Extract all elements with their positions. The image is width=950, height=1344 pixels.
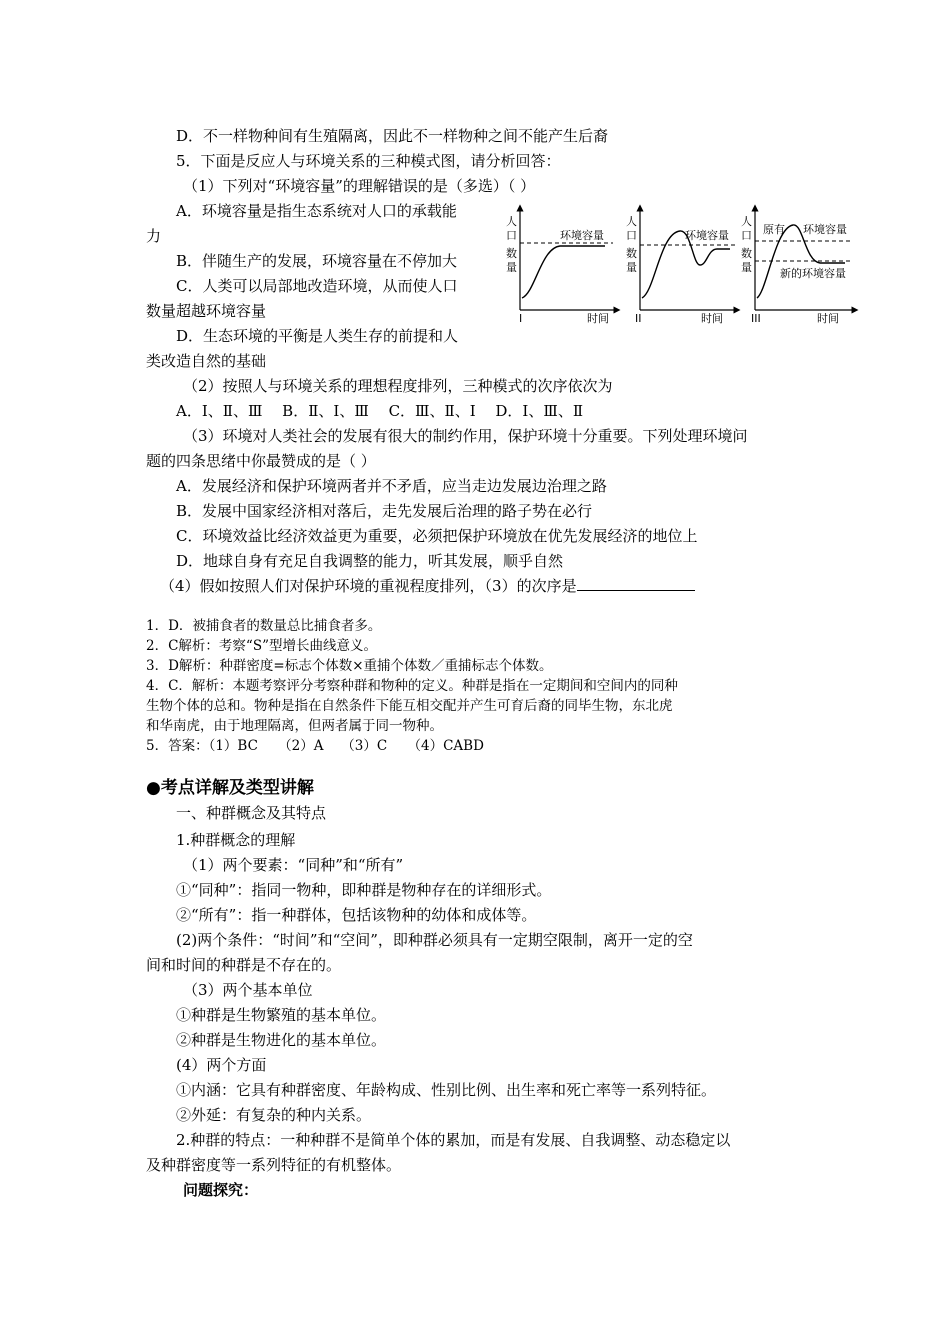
panel-label: II: [635, 312, 642, 325]
answer-4-line3: 和华南虎，由于地理隔离，但两者属于同一物种。: [146, 718, 443, 734]
answer-5: 5．答案：（1）BC （2）A （3）C （4）CABD: [146, 738, 484, 754]
axis-y-char: 口: [741, 229, 752, 242]
axis-x-label: 时间: [817, 312, 839, 325]
answer-2: 2．C解析：考察“S”型增长曲线意义。: [146, 638, 377, 654]
answer-1: 1．D．被捕食者的数量总比捕食者多。: [146, 618, 382, 634]
axis-y-char: 数: [506, 247, 517, 260]
q5-3-stem-line2: 题的四条思绪中你最赞成的是（ ）: [146, 452, 376, 470]
concept-point-3: （3）两个基本单位: [183, 981, 313, 999]
q4-option-d: D．不一样物种间有生殖隔离，因此不一样物种之间不能产生后裔: [176, 127, 609, 145]
answer-3: 3．D解析：种群密度=标志个体数×重捕个体数／重捕标志个体数。: [146, 658, 553, 674]
capacity-label: 环境容量: [803, 223, 847, 236]
graph-panel-2: [626, 208, 737, 325]
q5-1-option-d-line2: 类改造自然的基础: [146, 352, 267, 370]
capacity-label: 环境容量: [685, 229, 729, 242]
q5-2-stem: （2）按照人与环境关系的理想程度排列，三种模式的次序依次为: [183, 377, 613, 395]
panel-label: III: [751, 312, 761, 325]
concept-point-3a: ①种群是生物繁殖的基本单位。: [176, 1006, 387, 1024]
axis-x-label: 时间: [701, 312, 723, 325]
q5-1-option-b: B．伴随生产的发展，环境容量在不停加大: [176, 252, 458, 270]
axis-y-char: 人: [506, 215, 517, 228]
q5-3-stem-line1: （3）环境对人类社会的发展有很大的制约作用，保护环境十分重要。下列处理环境问: [183, 427, 748, 445]
axis-y-char: 人: [741, 215, 752, 228]
q5-3-option-b: B．发展中国家经济相对落后，走先发展后治理的路子势在必行: [176, 502, 593, 520]
axis-y-char: 数: [626, 247, 637, 260]
axis-y-char: 数: [741, 247, 752, 260]
q5-3-option-d: D．地球自身有充足自我调整的能力，听其发展，顺乎自然: [176, 552, 564, 570]
concept-heading: 1.种群概念的理解: [176, 831, 296, 849]
section-heading: ●考点详解及类型讲解: [146, 778, 314, 798]
environment-capacity-figure: [505, 203, 865, 328]
answer-4-line2: 生物个体的总和。物种是指在自然条件下能互相交配并产生可育后裔的同毕生物，东北虎: [146, 698, 673, 714]
axis-y-char: 量: [626, 261, 637, 274]
population-feature-line1: 2.种群的特点：一种种群不是简单个体的累加，而是有发展、自我调整、动态稳定以: [176, 1131, 731, 1149]
concept-point-2-line2: 间和时间的种群是不存在的。: [146, 956, 342, 974]
q5-1-option-c-line2: 数量超越环境容量: [146, 302, 267, 320]
answer-blank: [577, 576, 695, 591]
concept-point-3b: ②种群是生物进化的基本单位。: [176, 1031, 387, 1049]
q5-2-options: A．Ⅰ、Ⅱ、Ⅲ B．Ⅱ、Ⅰ、Ⅲ C．Ⅲ、Ⅱ、Ⅰ D．Ⅰ、Ⅲ、Ⅱ: [176, 402, 584, 420]
q5-4-stem: （4）假如按照人们对保护环境的重视程度排列，（3）的次序是: [160, 576, 695, 596]
answer-4-line1: 4．C．解析：本题考察评分考察种群和物种的定义。种群是指在一定期间和空间内的同种: [146, 678, 678, 694]
axis-y-char: 量: [741, 261, 752, 274]
population-feature-line2: 及种群密度等一系列特征的有机整体。: [146, 1156, 402, 1174]
panel-label: I: [519, 312, 523, 325]
original-label: 原有: [763, 223, 785, 236]
q5-1-option-a-line1: A．环境容量是指生态系统对人口的承载能: [176, 202, 457, 220]
q5-3-option-a: A．发展经济和保护环境两者并不矛盾，应当走边发展边治理之路: [176, 477, 607, 495]
graph-panel-3: [741, 208, 855, 325]
q5-1-option-d-line1: D．生态环境的平衡是人类生存的前提和人: [176, 327, 459, 345]
q5-1-option-c-line1: C．人类可以局部地改造环境，从而使人口: [176, 277, 458, 295]
q5-3-option-c: C．环境效益比经济效益更为重要，必须把保护环境放在优先发展经济的地位上: [176, 527, 698, 545]
q5-1-option-a-line2: 力: [146, 227, 162, 245]
axis-y-char: 人: [626, 215, 637, 228]
axis-y-char: 口: [626, 229, 637, 242]
concept-point-4: (4）两个方面: [176, 1056, 267, 1074]
explore-heading: 问题探究：: [183, 1181, 259, 1199]
axis-y-char: 口: [506, 229, 517, 242]
q5-1-stem: （1）下列对“环境容量”的理解错误的是（多选）（ ）: [183, 177, 536, 195]
concept-point-1b: ②“所有”：指一种群体，包括该物种的幼体和成体等。: [176, 906, 537, 924]
concept-point-4b: ②外延：有复杂的种内关系。: [176, 1106, 372, 1124]
axis-y-char: 量: [506, 261, 517, 274]
q5-intro: 5．下面是反应人与环境关系的三种模式图，请分析回答：: [176, 152, 561, 170]
concept-point-2-line1: (2)两个条件：“时间”和“空间”，即种群必须具有一定期空限制，离开一定的空: [176, 931, 693, 949]
axis-x-label: 时间: [587, 312, 609, 325]
subsection-title: 一、种群概念及其特点: [176, 804, 327, 822]
concept-point-1a: ①“同种”：指同一物种，即种群是物种存在的详细形式。: [176, 881, 552, 899]
concept-point-4a: ①内涵：它具有种群密度、年龄构成、性别比例、出生率和死亡率等一系列特征。: [176, 1081, 717, 1099]
graph-panel-1: [506, 208, 617, 325]
concept-point-1: （1）两个要素：“同种”和“所有”: [183, 856, 404, 874]
new-capacity-label: 新的环境容量: [780, 267, 846, 280]
capacity-label: 环境容量: [560, 229, 604, 242]
